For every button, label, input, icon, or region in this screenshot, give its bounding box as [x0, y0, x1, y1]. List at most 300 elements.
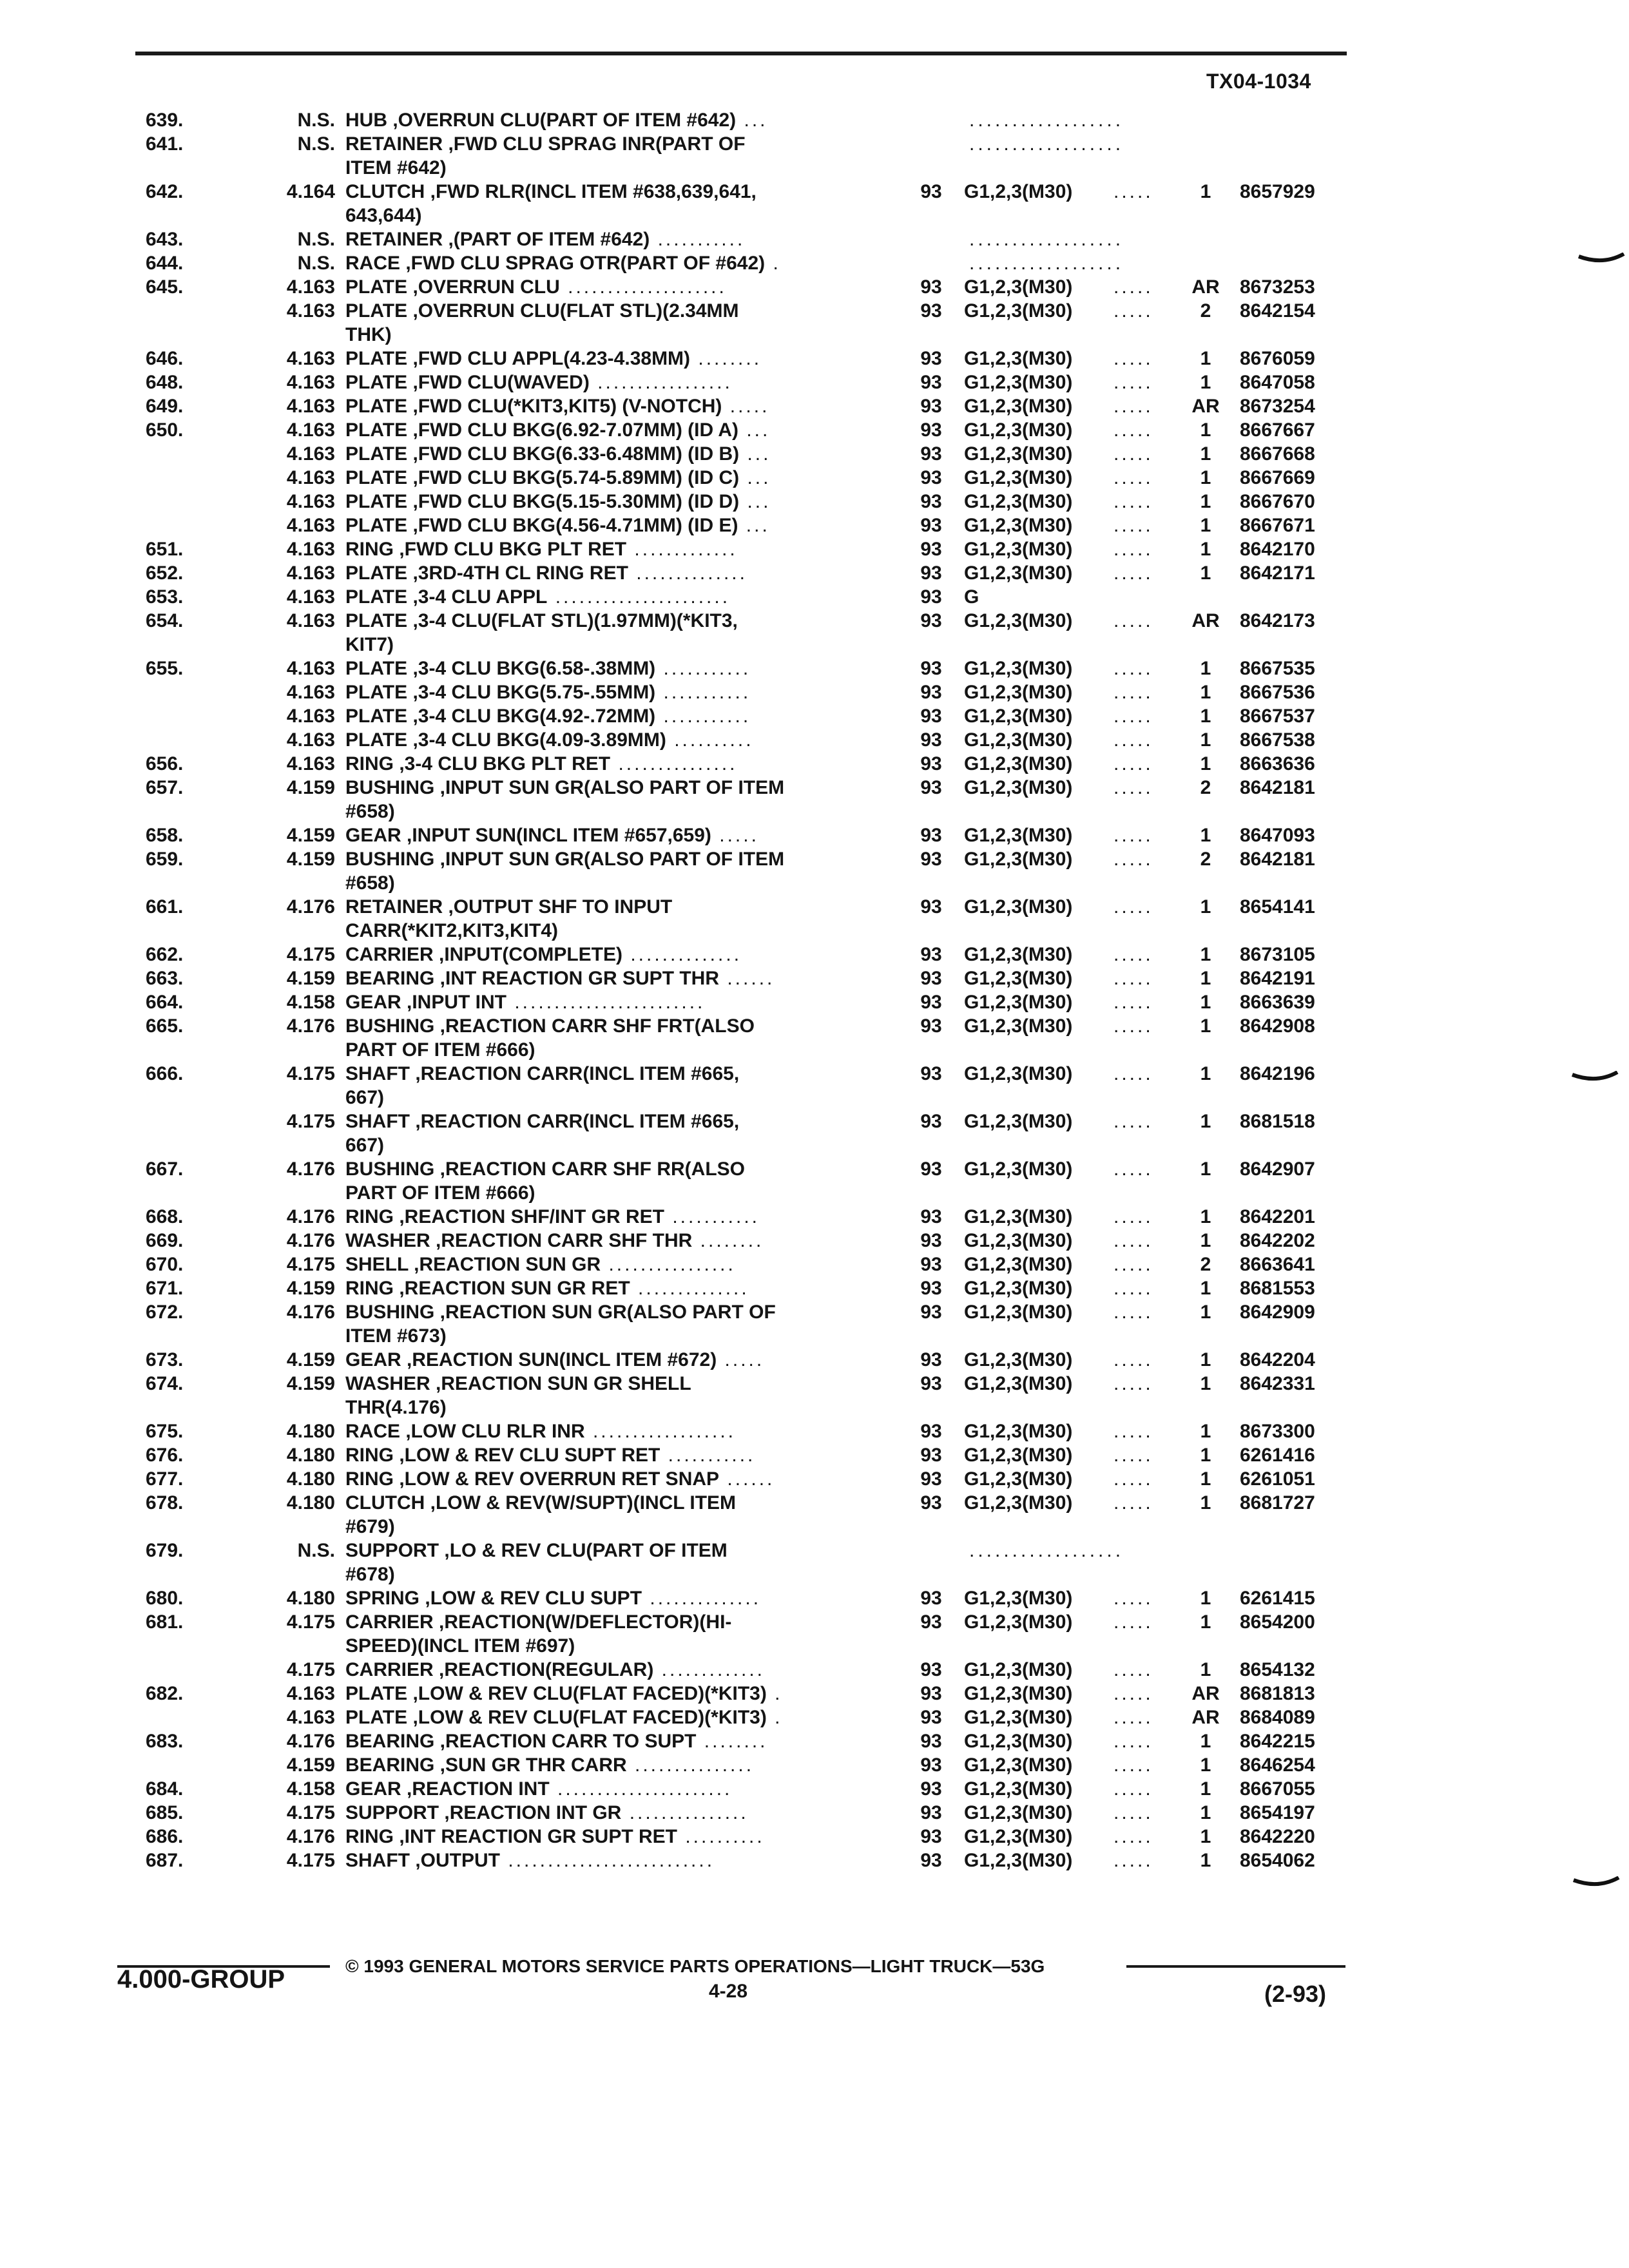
part-row — [0, 251, 1629, 275]
part-row — [0, 180, 1629, 227]
part-number: 6261416 — [1240, 1445, 1315, 1466]
item-number: 684. — [146, 1778, 184, 1800]
quantity: 1 — [1200, 1206, 1211, 1227]
figure-ref: 4.175 — [286, 1063, 335, 1084]
figure-ref: 4.176 — [286, 1302, 335, 1323]
item-number: 653. — [146, 586, 184, 608]
model-leader-dots: ..... — [1113, 1206, 1153, 1227]
model-leader-dots: ..... — [1113, 1826, 1153, 1847]
leader-dots: ...... — [719, 1468, 775, 1490]
part-number: 8646254 — [1240, 1754, 1315, 1776]
item-number: 677. — [146, 1468, 184, 1490]
part-description: RING ,LOW & REV OVERRUN RET SNAP — [345, 1468, 720, 1490]
description-cell — [345, 776, 912, 823]
model-code: G1,2,3(M30) — [964, 1659, 1073, 1680]
leader-dots: . — [765, 253, 781, 274]
model-year: 93 — [920, 610, 942, 631]
revision-date: (2-93) — [1264, 1981, 1327, 2007]
description-cell — [345, 1205, 912, 1229]
model-cell — [964, 514, 1157, 537]
model-year: 93 — [920, 1754, 942, 1776]
part-number: 8657929 — [1240, 181, 1315, 202]
not-serviced-dots: .................. — [969, 133, 1124, 155]
model-code: G1,2,3(M30) — [964, 300, 1073, 322]
part-description: PLATE ,FWD CLU(WAVED) — [345, 372, 590, 393]
model-year: 93 — [920, 276, 942, 298]
part-row — [0, 1825, 1629, 1849]
part-row — [0, 1014, 1629, 1062]
part-row — [0, 1467, 1629, 1491]
model-year: 93 — [920, 777, 942, 798]
model-year: 93 — [920, 539, 942, 560]
model-cell — [964, 442, 1157, 466]
part-number: 8681727 — [1240, 1492, 1315, 1514]
part-description: BUSHING ,INPUT SUN GR(ALSO PART OF ITEM #658) — [345, 849, 785, 894]
leader-dots: .............. — [630, 1278, 749, 1299]
item-number: 656. — [146, 753, 184, 774]
part-number: 8642181 — [1240, 849, 1315, 870]
leader-dots: ..... — [717, 1349, 765, 1370]
model-leader-dots: ..... — [1113, 1468, 1153, 1490]
part-description: RACE ,FWD CLU SPRAG OTR(PART OF #642) — [345, 253, 766, 274]
model-year: 93 — [920, 706, 942, 727]
part-number: 8673300 — [1240, 1421, 1315, 1442]
part-row — [0, 108, 1629, 132]
model-year: 93 — [920, 515, 942, 536]
quantity: AR — [1191, 610, 1220, 631]
description-cell — [345, 1539, 912, 1586]
description-cell — [345, 1491, 912, 1539]
part-number: 8667055 — [1240, 1778, 1315, 1800]
model-cell — [964, 1658, 1157, 1682]
leader-dots: ...................... — [547, 586, 731, 608]
model-year: 93 — [920, 729, 942, 751]
description-cell — [345, 1825, 912, 1849]
figure-ref: 4.180 — [286, 1468, 335, 1490]
leader-dots: ... — [739, 443, 771, 465]
model-year: 93 — [920, 1492, 942, 1514]
item-number: 678. — [146, 1492, 184, 1514]
part-row — [0, 1110, 1629, 1157]
part-number: 8642170 — [1240, 539, 1315, 560]
part-row — [0, 1300, 1629, 1348]
model-code: G1,2,3(M30) — [964, 1826, 1073, 1847]
description-cell — [345, 1157, 912, 1205]
leader-dots: ............. — [626, 539, 738, 560]
figure-ref: 4.163 — [286, 419, 335, 441]
model-code: G1,2,3(M30) — [964, 682, 1073, 703]
description-cell — [345, 1443, 912, 1467]
model-year: 93 — [920, 1659, 942, 1680]
quantity: 1 — [1200, 1659, 1211, 1680]
part-number: 8642331 — [1240, 1373, 1315, 1394]
model-code: G1,2,3(M30) — [964, 396, 1073, 417]
model-year: 93 — [920, 1230, 942, 1251]
part-row — [0, 1419, 1629, 1443]
figure-ref: N.S. — [297, 229, 335, 250]
model-code: G1,2,3(M30) — [964, 825, 1073, 846]
item-number: 652. — [146, 562, 184, 584]
model-leader-dots: ..... — [1113, 753, 1153, 774]
part-row — [0, 1491, 1629, 1539]
quantity: 1 — [1200, 443, 1211, 465]
description-cell — [345, 418, 912, 442]
model-code: G1,2,3(M30) — [964, 1802, 1073, 1823]
model-year: 93 — [920, 1158, 942, 1180]
item-number: 642. — [146, 181, 184, 202]
model-code: G1,2,3(M30) — [964, 896, 1073, 918]
part-row — [0, 1658, 1629, 1682]
part-description: WASHER ,REACTION SUN GR SHELL THR(4.176) — [345, 1373, 691, 1418]
model-cell — [964, 680, 1157, 704]
model-code: G1,2,3(M30) — [964, 1015, 1073, 1037]
model-year: 93 — [920, 1373, 942, 1394]
description-cell — [345, 1110, 912, 1157]
figure-ref: 4.163 — [286, 467, 335, 488]
model-leader-dots: ..... — [1113, 1850, 1153, 1871]
quantity: 1 — [1200, 1111, 1211, 1132]
part-description: PLATE ,OVERRUN CLU — [345, 276, 560, 298]
part-number: 8654197 — [1240, 1802, 1315, 1823]
model-code: G1,2,3(M30) — [964, 491, 1073, 512]
item-number: 643. — [146, 229, 184, 250]
leader-dots: ................. — [589, 372, 733, 393]
model-cell — [964, 1682, 1157, 1706]
item-number: 683. — [146, 1731, 184, 1752]
model-year: 93 — [920, 396, 942, 417]
item-number: 641. — [146, 133, 184, 155]
model-leader-dots: ..... — [1113, 276, 1153, 298]
item-number: 665. — [146, 1015, 184, 1037]
quantity: 1 — [1200, 1349, 1211, 1370]
figure-ref: 4.175 — [286, 1850, 335, 1871]
leader-dots: ........ — [692, 1230, 764, 1251]
model-cell — [964, 728, 1157, 752]
model-cell — [964, 1276, 1157, 1300]
model-year: 93 — [920, 968, 942, 989]
model-leader-dots: ..... — [1113, 1683, 1153, 1704]
leader-dots: ............... — [621, 1802, 749, 1823]
model-leader-dots: ..... — [1113, 729, 1153, 751]
model-year: 93 — [920, 1206, 942, 1227]
description-cell — [345, 275, 912, 299]
part-description: BUSHING ,REACTION CARR SHF FRT(ALSO PART OF ITEM #666) — [345, 1015, 755, 1061]
model-cell — [964, 1443, 1157, 1467]
model-year: 93 — [920, 562, 942, 584]
model-cell — [964, 1801, 1157, 1825]
quantity: 1 — [1200, 753, 1211, 774]
figure-ref: 4.175 — [286, 1659, 335, 1680]
model-cell — [964, 1348, 1157, 1372]
model-code: G1,2,3(M30) — [964, 539, 1073, 560]
quantity: 1 — [1200, 658, 1211, 679]
leader-dots: ........ — [696, 1731, 768, 1752]
description-cell — [345, 895, 912, 943]
model-leader-dots: ..... — [1113, 825, 1153, 846]
part-number: 8684089 — [1240, 1707, 1315, 1728]
part-description: CARRIER ,INPUT(COMPLETE) — [345, 944, 622, 965]
model-year: 93 — [920, 1254, 942, 1275]
model-code: G1,2,3(M30) — [964, 992, 1073, 1013]
figure-ref: 4.163 — [286, 1683, 335, 1704]
item-number: 648. — [146, 372, 184, 393]
description-cell — [345, 490, 912, 514]
model-year: 93 — [920, 753, 942, 774]
figure-ref: 4.176 — [286, 1206, 335, 1227]
leader-dots: ........... — [655, 706, 751, 727]
model-code: G1,2,3(M30) — [964, 1373, 1073, 1394]
part-number: 6261051 — [1240, 1468, 1315, 1490]
quantity: 1 — [1200, 1421, 1211, 1442]
figure-ref: 4.180 — [286, 1492, 335, 1514]
model-leader-dots: ..... — [1113, 1349, 1153, 1370]
figure-ref: N.S. — [297, 133, 335, 155]
not-serviced-dots: .................. — [969, 229, 1124, 250]
part-number: 8642171 — [1240, 562, 1315, 584]
description-cell — [345, 1372, 912, 1419]
part-description: BEARING ,SUN GR THR CARR — [345, 1754, 627, 1776]
model-year: 93 — [920, 491, 942, 512]
description-cell — [345, 1300, 912, 1348]
part-description: RETAINER ,(PART OF ITEM #642) — [345, 229, 650, 250]
leader-dots: .......... — [677, 1826, 765, 1847]
model-code: G1,2,3(M30) — [964, 515, 1073, 536]
quantity: 1 — [1200, 1826, 1211, 1847]
description-cell — [345, 442, 912, 466]
figure-ref: 4.175 — [286, 1111, 335, 1132]
part-number: 8654141 — [1240, 896, 1315, 918]
part-number: 8647058 — [1240, 372, 1315, 393]
figure-ref: 4.163 — [286, 491, 335, 512]
model-year: 93 — [920, 896, 942, 918]
part-number: 8654200 — [1240, 1611, 1315, 1633]
figure-ref: 4.163 — [286, 348, 335, 369]
figure-ref: 4.159 — [286, 1349, 335, 1370]
model-code: G1,2,3(M30) — [964, 1468, 1073, 1490]
model-year: 93 — [920, 1683, 942, 1704]
part-row — [0, 847, 1629, 895]
model-year: 93 — [920, 825, 942, 846]
part-description: RETAINER ,FWD CLU SPRAG INR(PART OF ITEM #642) — [345, 133, 746, 178]
model-year: 93 — [920, 849, 942, 870]
quantity: 1 — [1200, 348, 1211, 369]
part-description: GEAR ,REACTION SUN(INCL ITEM #672) — [345, 1349, 717, 1370]
quantity: 1 — [1200, 825, 1211, 846]
part-description: RING ,REACTION SUN GR RET — [345, 1278, 630, 1299]
quantity: 1 — [1200, 515, 1211, 536]
description-cell — [345, 1586, 912, 1610]
quantity: AR — [1191, 276, 1220, 298]
item-number: 659. — [146, 849, 184, 870]
description-cell — [345, 1253, 912, 1276]
model-year: 93 — [920, 1611, 942, 1633]
quantity: 1 — [1200, 682, 1211, 703]
model-leader-dots: ..... — [1113, 1707, 1153, 1728]
model-cell — [964, 394, 1157, 418]
model-leader-dots: ..... — [1113, 1278, 1153, 1299]
model-leader-dots: ..... — [1113, 1754, 1153, 1776]
part-row — [0, 1062, 1629, 1110]
model-code: G1,2,3(M30) — [964, 1850, 1073, 1871]
description-cell — [345, 943, 912, 966]
leader-dots: .......................... — [500, 1850, 715, 1871]
model-leader-dots: ..... — [1113, 1611, 1153, 1633]
model-year: 93 — [920, 586, 942, 608]
model-cell — [964, 537, 1157, 561]
item-number: 672. — [146, 1302, 184, 1323]
model-leader-dots: ..... — [1113, 1659, 1153, 1680]
part-row — [0, 823, 1629, 847]
part-description: PLATE ,FWD CLU(*KIT3,KIT5) (V-NOTCH) — [345, 396, 722, 417]
part-description: PLATE ,3-4 CLU APPL — [345, 586, 548, 608]
description-cell — [345, 1753, 912, 1777]
quantity: 2 — [1200, 849, 1211, 870]
leader-dots: ........... — [655, 682, 751, 703]
part-number: 8663636 — [1240, 753, 1315, 774]
quantity: 1 — [1200, 1278, 1211, 1299]
model-code: G1,2,3(M30) — [964, 562, 1073, 584]
model-leader-dots: ..... — [1113, 443, 1153, 465]
item-number: 662. — [146, 944, 184, 965]
part-description: CLUTCH ,FWD RLR(INCL ITEM #638,639,641, 643,644) — [345, 181, 757, 226]
binding-mark — [1571, 1071, 1619, 1085]
model-code: G1,2,3(M30) — [964, 1158, 1073, 1180]
part-number: 8681518 — [1240, 1111, 1315, 1132]
quantity: 1 — [1200, 706, 1211, 727]
figure-ref: 4.163 — [286, 372, 335, 393]
description-cell — [345, 1229, 912, 1253]
item-number: 661. — [146, 896, 184, 918]
model-code: G1,2,3(M30) — [964, 777, 1073, 798]
item-number: 679. — [146, 1540, 184, 1561]
footer-rule-right — [1126, 1965, 1345, 1968]
model-cell — [964, 275, 1157, 299]
model-year: 93 — [920, 419, 942, 441]
part-number: 8642908 — [1240, 1015, 1315, 1037]
description-cell — [345, 1276, 912, 1300]
part-description: PLATE ,FWD CLU BKG(6.33-6.48MM) (ID B) — [345, 443, 740, 465]
part-number: 8642196 — [1240, 1063, 1315, 1084]
description-cell — [345, 514, 912, 537]
quantity: 1 — [1200, 1731, 1211, 1752]
part-number: 8642215 — [1240, 1731, 1315, 1752]
item-number: 669. — [146, 1230, 184, 1251]
description-cell — [345, 132, 912, 180]
model-code: G1,2,3(M30) — [964, 1421, 1073, 1442]
description-cell — [345, 1014, 912, 1062]
model-cell — [964, 1586, 1157, 1610]
figure-ref: 4.175 — [286, 944, 335, 965]
model-leader-dots: ..... — [1113, 777, 1153, 798]
model-year: 93 — [920, 348, 942, 369]
model-leader-dots: ..... — [1113, 1230, 1153, 1251]
model-leader-dots: ..... — [1113, 396, 1153, 417]
part-description: PLATE ,3-4 CLU BKG(4.92-.72MM) — [345, 706, 656, 727]
quantity: 1 — [1200, 1063, 1211, 1084]
description-cell — [345, 752, 912, 776]
item-number: 654. — [146, 610, 184, 631]
leader-dots: ........... — [660, 1445, 756, 1466]
item-number: 673. — [146, 1349, 184, 1370]
leader-dots: ... — [738, 515, 770, 536]
figure-ref: 4.176 — [286, 1230, 335, 1251]
figure-ref: 4.163 — [286, 515, 335, 536]
description-cell — [345, 1682, 912, 1706]
model-cell — [964, 1706, 1157, 1729]
part-row — [0, 442, 1629, 466]
part-description: CARRIER ,REACTION(REGULAR) — [345, 1659, 654, 1680]
binding-mark — [1572, 1876, 1620, 1890]
part-row — [0, 1801, 1629, 1825]
part-description: SHELL ,REACTION SUN GR — [345, 1254, 601, 1275]
part-number: 8673253 — [1240, 276, 1315, 298]
description-cell — [345, 1729, 912, 1753]
item-number: 671. — [146, 1278, 184, 1299]
model-leader-dots: ..... — [1113, 1111, 1153, 1132]
model-code: G1,2,3(M30) — [964, 1111, 1073, 1132]
leader-dots: ... — [739, 467, 771, 488]
model-leader-dots: ..... — [1113, 968, 1153, 989]
figure-ref: 4.159 — [286, 825, 335, 846]
model-year: 93 — [920, 1468, 942, 1490]
top-rule — [135, 52, 1347, 55]
part-description: SPRING ,LOW & REV CLU SUPT — [345, 1588, 642, 1609]
item-number: 651. — [146, 539, 184, 560]
part-number: 8642201 — [1240, 1206, 1315, 1227]
leader-dots: ..... — [711, 825, 759, 846]
leader-dots: ........... — [650, 229, 746, 250]
item-number: 687. — [146, 1850, 184, 1871]
leader-dots: ... — [739, 491, 771, 512]
figure-ref: 4.176 — [286, 896, 335, 918]
item-number: 663. — [146, 968, 184, 989]
model-cell — [964, 347, 1157, 370]
model-code: G1,2,3(M30) — [964, 610, 1073, 631]
quantity: 1 — [1200, 896, 1211, 918]
part-description: BUSHING ,REACTION SUN GR(ALSO PART OF ITEM #673) — [345, 1302, 776, 1347]
model-cell — [964, 1467, 1157, 1491]
not-serviced-dots: .................. — [969, 253, 1124, 274]
model-cell — [964, 490, 1157, 514]
description-cell — [345, 680, 912, 704]
leader-dots: ........... — [655, 658, 751, 679]
model-cell — [964, 1372, 1157, 1396]
model-code: G1,2,3(M30) — [964, 1588, 1073, 1609]
model-year: 93 — [920, 300, 942, 322]
figure-ref: 4.176 — [286, 1158, 335, 1180]
figure-ref: 4.159 — [286, 849, 335, 870]
model-cell — [964, 823, 1157, 847]
leader-dots: .............. — [628, 562, 747, 584]
part-description: CLUTCH ,LOW & REV(W/SUPT)(INCL ITEM #679) — [345, 1492, 737, 1537]
description-cell — [345, 585, 912, 609]
part-row — [0, 1253, 1629, 1276]
figure-ref: 4.176 — [286, 1826, 335, 1847]
description-cell — [345, 1658, 912, 1682]
description-cell — [345, 561, 912, 585]
model-year: 93 — [920, 1421, 942, 1442]
part-description: RACE ,LOW CLU RLR INR — [345, 1421, 585, 1442]
description-cell — [345, 180, 912, 227]
part-description: PLATE ,3-4 CLU BKG(4.09-3.89MM) — [345, 729, 666, 751]
part-description: HUB ,OVERRUN CLU(PART OF ITEM #642) — [345, 110, 737, 131]
item-number: 685. — [146, 1802, 184, 1823]
quantity: 1 — [1200, 419, 1211, 441]
model-code: G1,2,3(M30) — [964, 372, 1073, 393]
figure-ref: 4.163 — [286, 396, 335, 417]
quantity: 1 — [1200, 1158, 1211, 1180]
figure-ref: 4.159 — [286, 1373, 335, 1394]
